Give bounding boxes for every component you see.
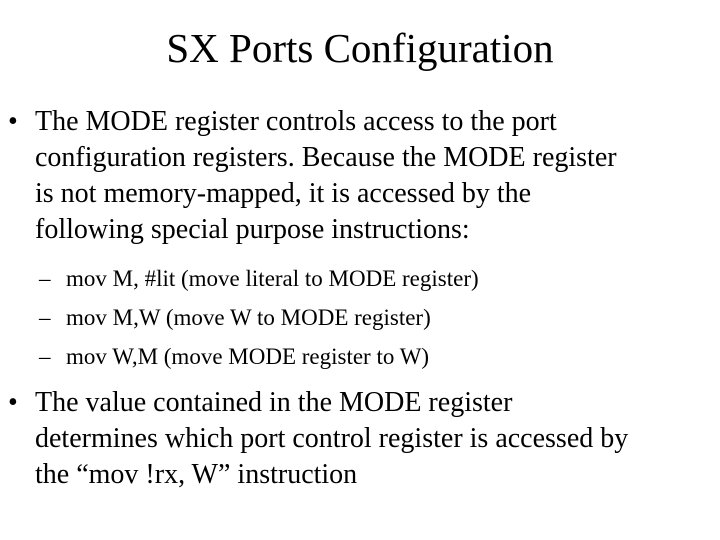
sub-bullet-marker: – <box>39 266 51 291</box>
bullet-line: The MODE register controls access to the port <box>35 106 557 137</box>
sub-bullet-marker: – <box>39 344 51 369</box>
bullet-line: The value contained in the MODE register <box>35 387 513 418</box>
bullet-mode-register-access <box>8 104 718 248</box>
sub-bullet-marker: – <box>39 305 51 330</box>
bullet-marker: • <box>8 106 18 137</box>
bullet-mode-register-value <box>8 385 718 493</box>
bullet-line: the “mov !rx, W” instruction <box>35 459 358 490</box>
bullet-line: configuration registers. Because the MODE register <box>35 142 617 173</box>
sub-bullet-text: mov W,M (move MODE register to W) <box>66 344 430 369</box>
sub-bullet-mov-w-m <box>39 337 709 376</box>
sub-bullet-text: mov M,W (move W to MODE register) <box>66 305 431 330</box>
bullet-marker: • <box>8 387 18 418</box>
bullet-line: following special purpose instructions: <box>35 214 470 245</box>
sub-bullet-list <box>39 259 709 376</box>
sub-bullet-mov-m-w <box>39 298 709 337</box>
bullet-line: is not memory-mapped, it is accessed by the <box>35 178 532 209</box>
sub-bullet-text: mov M, #lit (move literal to MODE register) <box>66 266 479 291</box>
bullet-line: determines which port control register is accessed by <box>35 423 629 454</box>
sub-bullet-mov-m-lit <box>39 259 709 298</box>
slide-title: SX Ports Configuration <box>166 25 554 71</box>
